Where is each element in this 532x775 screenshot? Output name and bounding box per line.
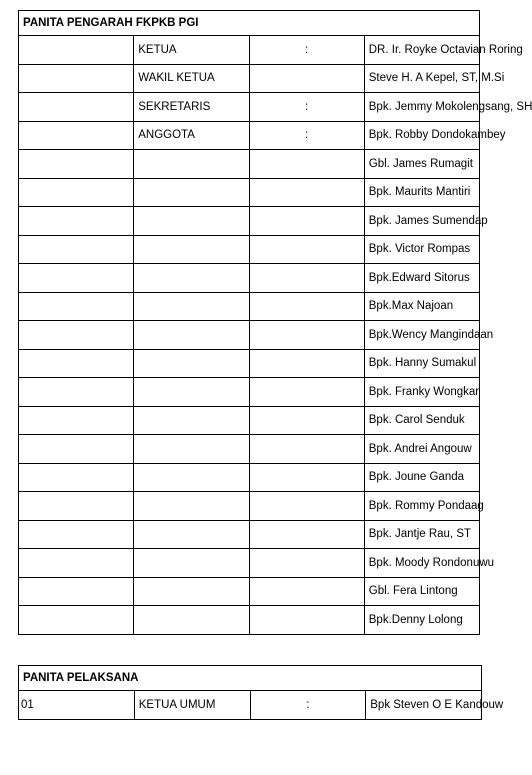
steering-member-row	[19, 178, 480, 207]
role-separator	[249, 606, 364, 635]
steering-committee-header-row	[19, 11, 480, 36]
row-spacer-cell	[19, 577, 134, 606]
steering-member-row	[19, 64, 480, 93]
executive-committee-title: PANITA PELAKSANA	[19, 666, 482, 691]
row-spacer-cell	[19, 121, 134, 150]
member-name: Bpk. Andrei Angouw	[364, 435, 479, 464]
row-spacer-cell	[19, 349, 134, 378]
member-name: Bpk. James Sumendap	[364, 207, 479, 236]
role-separator	[249, 264, 364, 293]
member-role	[134, 264, 249, 293]
member-name: Bpk.Wency Mangindaan	[364, 321, 479, 350]
member-role	[134, 435, 249, 464]
row-spacer-cell	[19, 292, 134, 321]
steering-member-row	[19, 121, 480, 150]
role-separator	[249, 64, 364, 93]
member-name: Bpk. Carol Senduk	[364, 406, 479, 435]
row-spacer-cell	[19, 492, 134, 521]
steering-member-row	[19, 264, 480, 293]
steering-committee-table	[18, 10, 532, 635]
member-role	[134, 378, 249, 407]
role-separator	[249, 492, 364, 521]
member-role	[134, 178, 249, 207]
role-separator	[249, 321, 364, 350]
row-spacer-cell	[19, 150, 134, 179]
row-spacer-cell	[19, 178, 134, 207]
executive-member-row	[19, 691, 482, 720]
member-role: KETUA UMUM	[134, 691, 250, 720]
steering-member-row	[19, 463, 480, 492]
role-separator	[249, 435, 364, 464]
executive-committee-table	[18, 665, 504, 720]
steering-member-row	[19, 520, 480, 549]
role-separator	[249, 520, 364, 549]
member-name: Bpk. Moody Rondonuwu	[364, 549, 479, 578]
row-spacer-cell	[19, 64, 134, 93]
steering-member-row	[19, 349, 480, 378]
steering-member-row	[19, 93, 480, 122]
role-separator: :	[249, 121, 364, 150]
member-role	[134, 492, 249, 521]
steering-member-row	[19, 435, 480, 464]
role-separator	[249, 549, 364, 578]
member-role	[134, 520, 249, 549]
member-name: Bpk. Victor Rompas	[364, 235, 479, 264]
row-spacer-cell	[19, 36, 134, 65]
row-spacer-cell	[19, 463, 134, 492]
member-name: Bpk. Jemmy Mokolengsang, SH	[364, 93, 479, 122]
member-name: Bpk. Robby Dondokambey	[364, 121, 479, 150]
member-role	[134, 606, 249, 635]
member-role: WAKIL KETUA	[134, 64, 249, 93]
row-spacer-cell	[19, 549, 134, 578]
member-name: Bpk. Franky Wongkar	[364, 378, 479, 407]
row-spacer-cell	[19, 264, 134, 293]
steering-member-row	[19, 378, 480, 407]
steering-member-row	[19, 292, 480, 321]
row-spacer-cell	[19, 321, 134, 350]
role-separator	[249, 577, 364, 606]
member-role	[134, 349, 249, 378]
member-name: Steve H. A Kepel, ST, M.Si	[364, 64, 479, 93]
row-number: 01	[19, 691, 135, 720]
role-separator: :	[250, 691, 366, 720]
member-role	[134, 406, 249, 435]
row-spacer-cell	[19, 93, 134, 122]
member-name: Bpk. Rommy Pondaag	[364, 492, 479, 521]
member-role	[134, 207, 249, 236]
role-separator	[249, 349, 364, 378]
role-separator	[249, 292, 364, 321]
member-name: Gbl. Fera Lintong	[364, 577, 479, 606]
member-role	[134, 549, 249, 578]
row-spacer-cell	[19, 606, 134, 635]
steering-committee-title: PANITA PENGARAH FKPKB PGI	[19, 11, 480, 36]
member-name: Bpk. Maurits Mantiri	[364, 178, 479, 207]
executive-committee-header-row	[19, 666, 482, 691]
steering-member-row	[19, 606, 480, 635]
steering-member-row	[19, 235, 480, 264]
member-name: Gbl. James Rumagit	[364, 150, 479, 179]
row-spacer-cell	[19, 378, 134, 407]
steering-member-row	[19, 150, 480, 179]
steering-member-row	[19, 406, 480, 435]
role-separator	[249, 235, 364, 264]
member-role: SEKRETARIS	[134, 93, 249, 122]
role-separator	[249, 378, 364, 407]
role-separator: :	[249, 93, 364, 122]
steering-member-row	[19, 549, 480, 578]
row-spacer-cell	[19, 406, 134, 435]
member-role	[134, 463, 249, 492]
role-separator	[249, 150, 364, 179]
member-name: Bpk Steven O E Kandouw	[366, 691, 482, 720]
row-spacer-cell	[19, 207, 134, 236]
role-separator	[249, 406, 364, 435]
member-role	[134, 150, 249, 179]
member-role	[134, 292, 249, 321]
member-role	[134, 577, 249, 606]
row-spacer-cell	[19, 435, 134, 464]
steering-member-row	[19, 36, 480, 65]
member-name: Bpk.Max Najoan	[364, 292, 479, 321]
member-name: Bpk.Edward Sitorus	[364, 264, 479, 293]
member-name: Bpk.Denny Lolong	[364, 606, 479, 635]
role-separator	[249, 463, 364, 492]
row-spacer-cell	[19, 520, 134, 549]
member-role: KETUA	[134, 36, 249, 65]
member-name: DR. Ir. Royke Octavian Roring	[364, 36, 479, 65]
role-separator: :	[249, 36, 364, 65]
role-separator	[249, 178, 364, 207]
member-name: Bpk. Jantje Rau, ST	[364, 520, 479, 549]
steering-member-row	[19, 207, 480, 236]
member-role: ANGGOTA	[134, 121, 249, 150]
member-role	[134, 235, 249, 264]
member-name: Bpk. Joune Ganda	[364, 463, 479, 492]
role-separator	[249, 207, 364, 236]
row-spacer-cell	[19, 235, 134, 264]
member-role	[134, 321, 249, 350]
steering-member-row	[19, 492, 480, 521]
member-name: Bpk. Hanny Sumakul	[364, 349, 479, 378]
steering-member-row	[19, 321, 480, 350]
steering-member-row	[19, 577, 480, 606]
